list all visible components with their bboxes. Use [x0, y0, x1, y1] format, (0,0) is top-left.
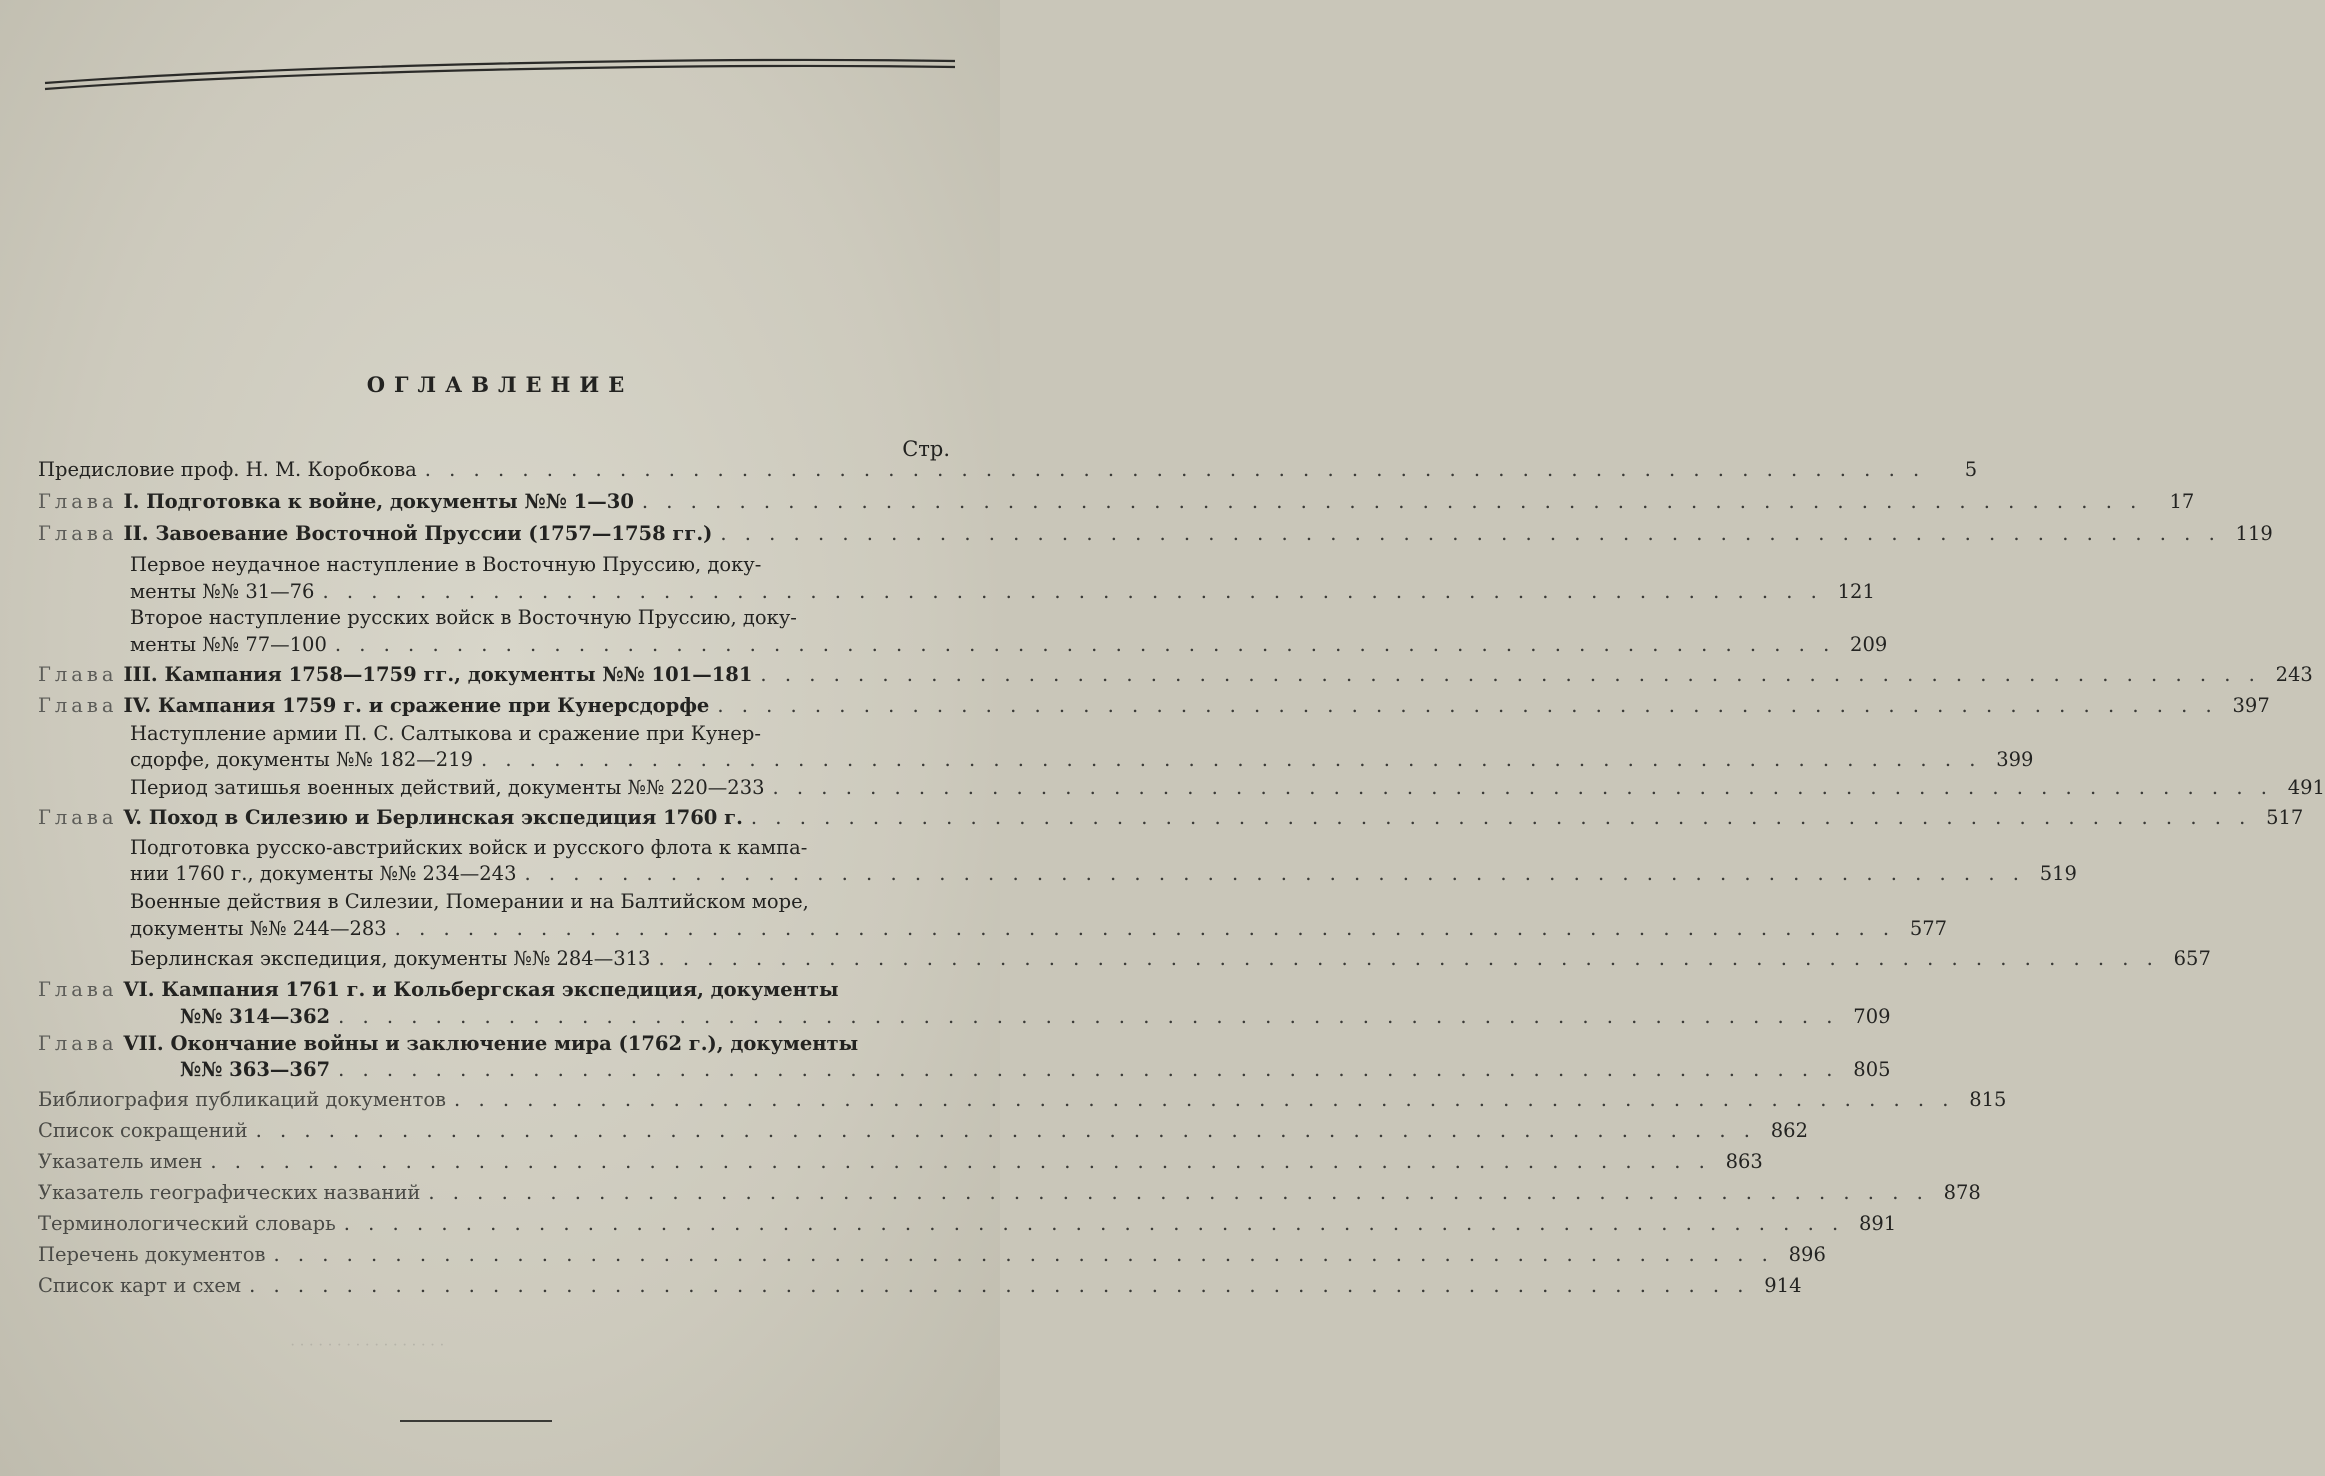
toc-page-number: 209 [1850, 633, 1888, 656]
dot-leader [773, 774, 2273, 802]
bottom-rule [400, 1420, 552, 1422]
toc-entry-title: Перечень документов [38, 1243, 266, 1266]
toc-page-number: 517 [2266, 806, 2304, 829]
toc-line [130, 915, 1948, 943]
toc-line [38, 488, 2195, 516]
dot-leader [428, 1179, 1928, 1207]
toc-page-number: 577 [1909, 917, 1948, 940]
dot-leader [338, 1056, 1838, 1084]
chapter-prefix: Глава [38, 663, 118, 686]
toc-line [130, 945, 2211, 973]
toc-entry-title: нии 1760 г., документы №№ 234—243 [130, 862, 517, 885]
bleed-through-text [280, 1330, 730, 1390]
toc-entry-title: менты №№ 77—100 [130, 633, 327, 656]
dot-leader [256, 1117, 1756, 1145]
dot-leader [658, 945, 2158, 973]
toc-page-number: 914 [1764, 1274, 1802, 1297]
toc-line [130, 631, 1888, 659]
toc-entry-title: Период затишья военных действий, документы №№ 220—233 [130, 776, 765, 799]
toc-page-number: 896 [1788, 1243, 1826, 1266]
toc-line [130, 720, 942, 748]
dot-leader [273, 1241, 1773, 1269]
chapter-prefix: Глава [38, 806, 118, 829]
toc-entry-title: V. Поход в Силезию и Берлинская экспедиция 1760 г. [123, 806, 743, 829]
toc-entry-title: VI. Кампания 1761 г. и Кольбергская экспедиция, документы [123, 978, 839, 1001]
dot-leader [335, 631, 1835, 659]
toc-line [130, 578, 1875, 606]
svg-text:· · · · · · · · · · · · · · ·: · · · · · · · · · · · · · · · · · [290, 1337, 445, 1354]
dot-leader [395, 915, 1895, 943]
dot-leader [338, 1003, 1838, 1031]
toc-page-number: 709 [1853, 1005, 1891, 1028]
toc-entry-title: Предисловие проф. Н. М. Коробкова [38, 458, 417, 481]
toc-page-number: 805 [1853, 1058, 1891, 1081]
toc-line [38, 456, 1978, 484]
toc-line [180, 1003, 1891, 1031]
toc-page-number: 399 [1996, 748, 2034, 771]
dot-leader [425, 456, 1925, 484]
toc-page-number: 243 [2275, 663, 2313, 686]
toc-entry-title: менты №№ 31—76 [130, 580, 315, 603]
toc-page-number: 878 [1943, 1181, 1981, 1204]
chapter-prefix: Глава [38, 694, 118, 717]
toc-page-number: 657 [2173, 947, 2211, 970]
toc-page-number: 121 [1837, 580, 1875, 603]
chapter-prefix: Глава [38, 490, 118, 513]
toc-line [130, 774, 2325, 802]
chapter-prefix: Глава [38, 522, 118, 545]
chapter-prefix: Глава [38, 1032, 118, 1055]
dot-leader [210, 1148, 1710, 1176]
toc-line [130, 746, 2034, 774]
toc-line [130, 860, 2077, 888]
toc-entry-title: Военные действия в Силезии, Померании и на Балтийском море, [130, 890, 809, 913]
toc-entry-title: Список карт и схем [38, 1274, 242, 1297]
toc-entry-title: VII. Окончание войны и заключение мира (1762 г.), документы [123, 1032, 859, 1055]
toc-entry-title: Библиография публикаций документов [38, 1088, 447, 1111]
toc-entry-title: №№ 363—367 [180, 1058, 331, 1081]
toc-entry-title: III. Кампания 1758—1759 гг., документы №№ 101—181 [123, 663, 753, 686]
toc-page-number: 862 [1770, 1119, 1808, 1142]
toc-line [130, 834, 942, 862]
toc-entry-title: Список сокращений [38, 1119, 248, 1142]
toc-line [38, 804, 2304, 832]
toc-page-number: 5 [1964, 458, 1978, 481]
toc-entry-title: Первое неудачное наступление в Восточную Пруссию, доку- [130, 553, 762, 576]
dot-leader [322, 578, 1822, 606]
toc-entry-title: Наступление армии П. С. Салтыкова и сражение при Кунер- [130, 722, 761, 745]
toc-entry-title: IV. Кампания 1759 г. и сражение при Кунерсдорфе [123, 694, 710, 717]
toc-page-number: 891 [1858, 1212, 1897, 1235]
dot-leader [249, 1272, 1749, 1300]
toc-line [38, 661, 2313, 689]
toc-page-number: 863 [1725, 1150, 1763, 1173]
toc-entry-title: №№ 314—362 [180, 1005, 331, 1028]
dot-leader [760, 661, 2260, 689]
toc-line [38, 1210, 1897, 1238]
toc-entry-title: Подготовка русско-австрийских войск и русского флота к кампа- [130, 836, 808, 859]
toc-page-number: 17 [2169, 490, 2195, 513]
dot-leader [344, 1210, 1844, 1238]
toc-page-number: 397 [2232, 694, 2270, 717]
toc-line [38, 1030, 942, 1058]
toc-line [130, 604, 942, 632]
toc-line [38, 1086, 2007, 1114]
toc-entry-title: Указатель имен [38, 1150, 203, 1173]
dot-leader [717, 692, 2217, 720]
toc-line [38, 520, 2273, 548]
toc-entry-title: Второе наступление русских войск в Восточную Пруссию, доку- [130, 606, 797, 629]
toc-line [180, 1056, 1891, 1084]
dot-leader [720, 520, 2220, 548]
toc-entry-title: сдорфе, документы №№ 182—219 [130, 748, 474, 771]
toc-line [130, 551, 942, 579]
toc-page-number: 815 [1969, 1088, 2007, 1111]
dot-leader [642, 488, 2142, 516]
toc-entry-title: Терминологический словарь [38, 1212, 336, 1235]
toc-entry-title: I. Подготовка к войне, документы №№ 1—30 [123, 490, 634, 513]
toc-page-number: 519 [2039, 862, 2077, 885]
dot-leader [525, 860, 2025, 888]
page-column-header: Стр. [902, 437, 950, 461]
toc-page-number: 491 [2287, 776, 2325, 799]
chapter-prefix: Глава [38, 978, 118, 1001]
toc-line [38, 692, 2270, 720]
dot-leader [751, 804, 2251, 832]
dot-leader [481, 746, 1981, 774]
toc-entry-title: документы №№ 244—283 [130, 917, 387, 940]
toc-page-number: 119 [2235, 522, 2273, 545]
toc-entry-title: Указатель географических названий [38, 1181, 421, 1204]
toc-line [38, 1241, 1826, 1269]
toc-line [38, 976, 942, 1004]
toc-line [130, 888, 942, 916]
toc-entry-title: II. Завоевание Восточной Пруссии (1757—1758 гг.) [123, 522, 713, 545]
toc-line [38, 1272, 1802, 1300]
toc-line [38, 1179, 1981, 1207]
toc-entry-title: Берлинская экспедиция, документы №№ 284—313 [130, 947, 651, 970]
dot-leader [454, 1086, 1954, 1114]
toc-line [38, 1117, 1808, 1145]
page-title: ОГЛАВЛЕНИЕ [366, 372, 634, 397]
toc-line [38, 1148, 1763, 1176]
